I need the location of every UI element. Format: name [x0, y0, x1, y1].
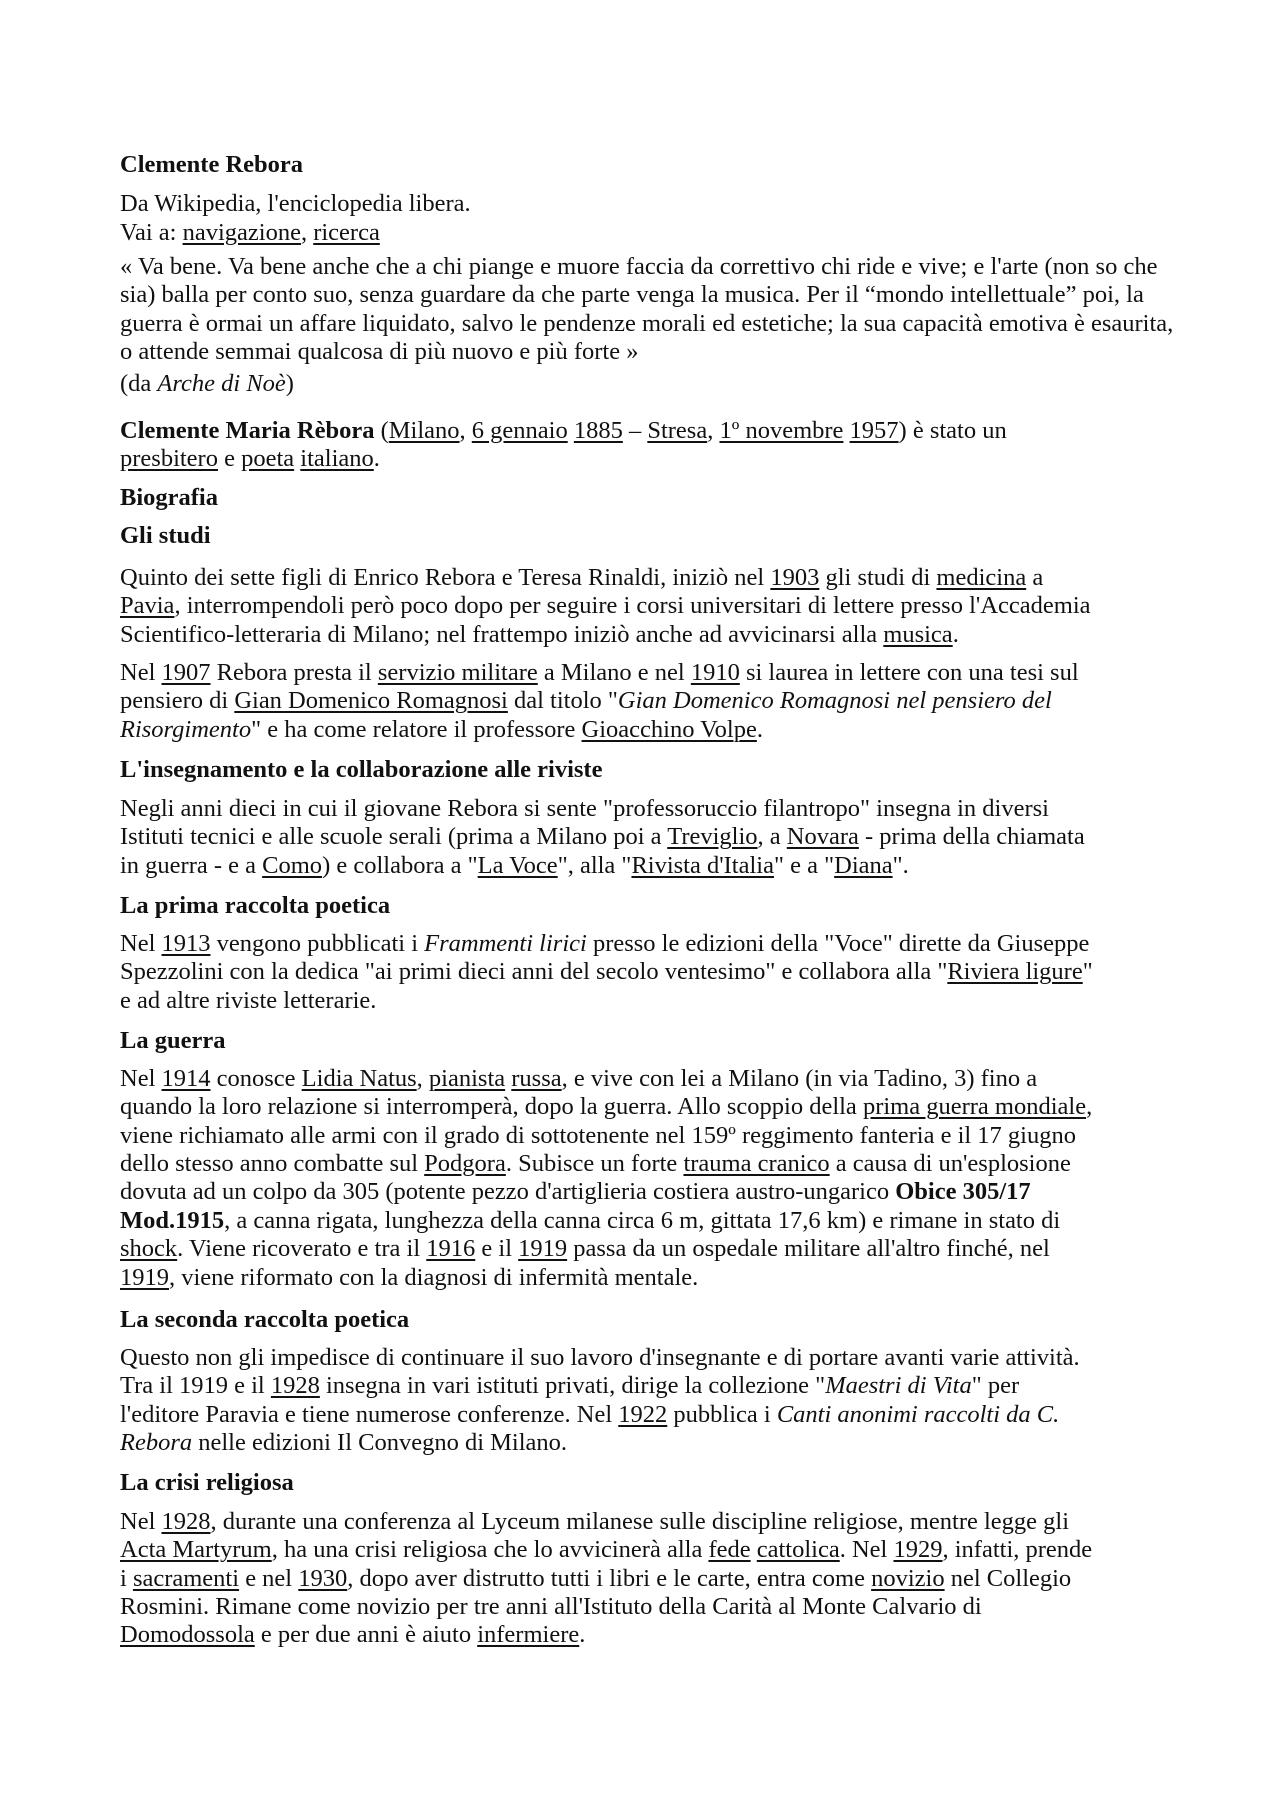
text-run: nelle edizioni Il Convegno di Milano.: [192, 1428, 568, 1456]
wiki-link[interactable]: musica: [883, 620, 953, 648]
text-run: o attende semmai qualcosa di più nuovo e più forte »: [120, 337, 639, 365]
text-line: [120, 1235, 1092, 1263]
text-run: a Milano e nel: [537, 658, 691, 686]
italic-text: Risorgimento: [120, 715, 252, 743]
wiki-link[interactable]: 1919: [518, 1235, 568, 1263]
text-line: [120, 852, 1085, 880]
text-run: « Va bene. Va bene anche che a chi piange e muore faccia da correttivo chi ride e vive; e l'arte (non so che: [120, 252, 1158, 280]
text-run: ) e collabora a ": [322, 851, 478, 879]
text-run: dello stesso anno combatte sul: [120, 1149, 425, 1177]
wiki-link[interactable]: 1919: [120, 1263, 169, 1291]
wiki-link[interactable]: Novara: [786, 823, 859, 851]
text-run: Rebora presta il: [210, 658, 378, 686]
text-run: sia) balla per conto suo, senza guardare da che parte venga la musica. Per il “mondo intellettuale” poi, la: [120, 281, 1144, 309]
wiki-link[interactable]: 1957: [849, 416, 899, 444]
wiki-link[interactable]: prima guerra mondiale: [862, 1093, 1087, 1121]
wiki-link[interactable]: Riviera ligure: [947, 958, 1083, 986]
text-run: i: [120, 1564, 133, 1592]
text-line: [120, 1508, 1092, 1536]
text-run: , interrompendoli però poco dopo per seguire i corsi universitari di lettere presso l'Accademia: [174, 592, 1091, 620]
text-line: [120, 370, 294, 398]
wiki-link[interactable]: 1929: [893, 1536, 943, 1564]
text-line: [120, 1621, 1092, 1649]
wiki-link[interactable]: 1885: [573, 416, 623, 444]
text-line: [120, 716, 1079, 744]
wiki-link[interactable]: 1907: [161, 658, 211, 686]
text-line: [120, 756, 602, 784]
text-run: . Viene ricoverato e tra il: [177, 1235, 427, 1263]
paragraph: [120, 1065, 1092, 1292]
text-run: , a: [757, 823, 787, 851]
text-run: Da Wikipedia, l'enciclopedia libera.: [120, 189, 471, 217]
text-run: , ha una crisi religiosa che lo avvicinerà alla: [271, 1536, 709, 1564]
text-run: Nel: [120, 1507, 162, 1535]
bold-text: Gli studi: [120, 521, 211, 549]
section-heading: [120, 1027, 225, 1055]
wiki-link[interactable]: Diana: [834, 851, 893, 879]
wiki-link[interactable]: novizio: [871, 1564, 945, 1592]
text-run: , dopo aver distrutto tutti i libri e le carte, entra come: [347, 1564, 872, 1592]
text-run: pensiero di: [120, 687, 235, 715]
wiki-link[interactable]: medicina: [936, 563, 1027, 591]
text-run: Questo non gli impedisce di continuare il suo lavoro d'insegnante e di portare avanti varie attività.: [120, 1343, 1080, 1371]
text-line: [120, 445, 1007, 473]
text-run: Scientifico-letteraria di Milano; nel frattempo iniziò anche ad avvicinarsi alla: [120, 620, 884, 648]
text-run: " per: [971, 1372, 1020, 1400]
text-line: [120, 1401, 1080, 1429]
bold-text: La seconda raccolta poetica: [120, 1305, 410, 1333]
text-run: quando la loro relazione si interromperà, dopo la guerra. Allo scoppio della: [120, 1093, 863, 1121]
text-run: ) è stato un: [898, 416, 1007, 444]
wiki-link[interactable]: presbitero: [120, 445, 218, 473]
text-line: [120, 253, 1173, 281]
bold-text: Mod.1915: [120, 1206, 225, 1234]
text-line: [120, 1122, 1092, 1150]
text-run: ": [1082, 958, 1093, 986]
section-heading: [120, 484, 218, 512]
paragraph: [120, 795, 1085, 880]
text-line: [120, 795, 1085, 823]
wiki-link[interactable]: 1928: [161, 1507, 211, 1535]
text-run: " e ha come relatore il professore: [251, 715, 582, 743]
text-run: ,: [416, 1064, 429, 1092]
text-line: [120, 1207, 1092, 1235]
section-heading: [120, 522, 211, 550]
wiki-link[interactable]: 1928: [270, 1372, 320, 1400]
section-heading: [120, 756, 602, 784]
wiki-link[interactable]: trauma cranico: [683, 1149, 830, 1177]
wiki-link[interactable]: sacramenti: [132, 1564, 240, 1592]
text-run: . Nel: [839, 1536, 894, 1564]
text-run: in guerra - e a: [120, 851, 263, 879]
wiki-link[interactable]: Stresa: [647, 416, 708, 444]
text-run: guerra è ormai un affare liquidato, salvo le pendenze morali ed estetiche; la sua capacità emotiva è esaurita,: [120, 309, 1174, 337]
wiki-link[interactable]: 1913: [161, 929, 211, 957]
text-run: a causa di un'esplosione: [829, 1149, 1071, 1177]
text-run: Negli anni dieci in cui il giovane Rebora si sente "professoruccio filantropo" insegna in diversi: [120, 794, 1049, 822]
text-line: [120, 1469, 294, 1497]
wiki-link[interactable]: Podgora: [424, 1149, 506, 1177]
text-run: .: [756, 715, 763, 743]
paragraph: [120, 930, 1093, 1015]
section-heading: [120, 1469, 294, 1497]
text-run: viene richiamato alle armi con il grado di sottotenente nel 159º reggimento fanteria e il 17 giugno: [120, 1121, 1076, 1149]
wiki-link[interactable]: Pavia: [120, 592, 175, 620]
text-run: e nel: [239, 1564, 299, 1592]
text-run: Tra il 1919 e il: [120, 1372, 271, 1400]
paragraph: [120, 1508, 1092, 1650]
text-line: [120, 958, 1093, 986]
italic-text: Arche di Noè: [157, 369, 286, 397]
text-run: ,: [459, 416, 472, 444]
text-line: [120, 1306, 409, 1334]
text-line: [120, 687, 1079, 715]
text-line: [120, 621, 1091, 649]
text-run: (da: [120, 369, 158, 397]
text-run: - prima della chiamata: [858, 823, 1085, 851]
text-line: [120, 417, 1007, 445]
text-run: pubblica i: [667, 1400, 777, 1428]
paragraph: [120, 659, 1079, 744]
text-run: conosce: [210, 1064, 302, 1092]
text-run: dal titolo ": [507, 687, 618, 715]
wiki-link[interactable]: Treviglio: [667, 823, 758, 851]
wiki-link[interactable]: ricerca: [313, 218, 380, 246]
text-run: , infatti, prende: [942, 1536, 1093, 1564]
text-run: presso le edizioni della "Voce" dirette da Giuseppe: [586, 929, 1090, 957]
text-run: (: [374, 416, 389, 444]
text-run: .: [373, 445, 380, 473]
text-run: nel Collegio: [944, 1564, 1072, 1592]
bold-text: La crisi religiosa: [120, 1468, 294, 1496]
text-run: Vai a:: [120, 218, 183, 246]
wiki-link[interactable]: 1930: [298, 1564, 348, 1592]
text-run: Nel: [120, 658, 162, 686]
text-run: , durante una conferenza al Lyceum milanese sulle discipline religiose, mentre legge gli: [210, 1507, 1070, 1535]
text-line: [120, 484, 218, 512]
text-run: ,: [1086, 1093, 1093, 1121]
text-run: , a canna rigata, lunghezza della canna circa 6 m, gittata 17,6 km) e rimane in stato di: [224, 1206, 1061, 1234]
section-heading: [120, 1306, 409, 1334]
text-line: [120, 338, 1173, 366]
text-line: [120, 1150, 1092, 1178]
text-line: [120, 1593, 1092, 1621]
text-line: [120, 1565, 1092, 1593]
wiki-link[interactable]: infermiere: [477, 1621, 580, 1649]
text-run: a: [1026, 563, 1044, 591]
text-run: gli studi di: [819, 563, 937, 591]
paragraph: [120, 1344, 1080, 1458]
wiki-link[interactable]: navigazione: [182, 218, 301, 246]
text-run: Istituti tecnici e alle scuole serali (prima a Milano poi a: [120, 823, 668, 851]
text-run: Rosmini. Rimane come novizio per tre anni all'Istituto della Carità al Monte Calvario di: [120, 1592, 982, 1620]
wiki-link[interactable]: 1922: [618, 1400, 668, 1428]
wiki-link[interactable]: Gioacchino Volpe: [581, 715, 757, 743]
text-run: .: [579, 1621, 586, 1649]
wiki-link[interactable]: pianista: [428, 1064, 506, 1092]
italic-text: Rebora: [120, 1428, 193, 1456]
text-run: e: [217, 445, 242, 473]
bold-text: La guerra: [120, 1026, 226, 1054]
paragraph: [120, 190, 471, 218]
bold-text: L'insegnamento e la collaborazione alle riviste: [120, 755, 603, 783]
paragraph: [120, 370, 294, 398]
text-line: [120, 659, 1079, 687]
bold-text: Clemente Maria Rèbora: [120, 416, 375, 444]
text-line: [120, 219, 380, 247]
text-line: [120, 1264, 1092, 1292]
text-run: passa da un ospedale militare all'altro finché, nel: [567, 1235, 1050, 1263]
text-line: [120, 190, 471, 218]
wiki-link[interactable]: 1914: [161, 1064, 211, 1092]
text-line: [120, 1065, 1092, 1093]
text-run: . Subisce un forte: [505, 1149, 684, 1177]
text-line: [120, 151, 303, 179]
wiki-link[interactable]: 1903: [770, 563, 820, 591]
wiki-link[interactable]: servizio militare: [377, 658, 538, 686]
italic-text: Canti anonimi raccolti da C.: [776, 1400, 1060, 1428]
wiki-link[interactable]: Milano: [388, 416, 460, 444]
wiki-link[interactable]: poeta: [241, 445, 295, 473]
wiki-link[interactable]: La Voce: [477, 851, 558, 879]
italic-text: Maestri di Vita: [825, 1372, 972, 1400]
text-line: [120, 892, 390, 920]
wiki-link[interactable]: cattolica: [756, 1536, 840, 1564]
bold-text: Obice 305/17: [895, 1178, 1031, 1206]
section-heading: [120, 892, 390, 920]
text-run: ", alla ": [557, 851, 632, 879]
paragraph: [120, 417, 1007, 474]
wiki-link[interactable]: russa: [511, 1064, 562, 1092]
wiki-link[interactable]: 6 gennaio: [471, 416, 568, 444]
text-run: Spezzolini con la dedica "ai primi dieci anni del secolo ventesimo" e collabora alla ": [120, 958, 948, 986]
text-run: Nel: [120, 929, 162, 957]
text-run: Quinto dei sette figli di Enrico Rebora e Teresa Rinaldi, iniziò nel: [120, 563, 771, 591]
wiki-link[interactable]: 1916: [426, 1235, 476, 1263]
text-line: [120, 987, 1093, 1015]
italic-text: Gian Domenico Romagnosi nel pensiero del: [617, 687, 1052, 715]
wiki-link[interactable]: Domodossola: [120, 1621, 255, 1649]
text-run: .: [952, 620, 959, 648]
text-run: Nel: [120, 1064, 162, 1092]
text-run: , viene riformato con la diagnosi di infermità mentale.: [169, 1263, 699, 1291]
section-heading: [120, 151, 303, 179]
text-line: [120, 592, 1091, 620]
text-run: e per due anni è aiuto: [254, 1621, 478, 1649]
text-run: insegna in vari istituti privati, dirige la collezione ": [319, 1372, 826, 1400]
wiki-link[interactable]: Gian Domenico Romagnosi: [234, 687, 508, 715]
text-line: [120, 522, 211, 550]
italic-text: Frammenti lirici: [424, 929, 587, 957]
wiki-link[interactable]: italiano: [300, 445, 374, 473]
text-run: ,: [707, 416, 720, 444]
text-run: si laurea in lettere con una tesi sul: [739, 658, 1079, 686]
paragraph: [120, 219, 380, 247]
bold-text: Clemente Rebora: [120, 150, 304, 178]
wiki-link[interactable]: 1º novembre: [719, 416, 844, 444]
wiki-link[interactable]: Lidia Natus: [301, 1064, 417, 1092]
text-line: [120, 1429, 1080, 1457]
quote-block: [120, 253, 1173, 367]
wiki-link[interactable]: Rivista d'Italia: [631, 851, 774, 879]
text-run: ".: [892, 851, 909, 879]
text-run: e il: [475, 1235, 519, 1263]
text-line: [120, 1344, 1080, 1372]
text-line: [120, 1027, 225, 1055]
text-line: [120, 930, 1093, 958]
text-run: e ad altre riviste letterarie.: [120, 986, 377, 1014]
text-line: [120, 310, 1173, 338]
text-line: [120, 1178, 1092, 1206]
wiki-link[interactable]: Acta Martyrum: [120, 1536, 272, 1564]
text-line: [120, 564, 1091, 592]
wiki-link[interactable]: shock: [120, 1235, 178, 1263]
text-line: [120, 1372, 1080, 1400]
text-run: vengono pubblicati i: [210, 929, 425, 957]
wiki-link[interactable]: fede: [708, 1536, 751, 1564]
bold-text: Biografia: [120, 483, 218, 511]
text-line: [120, 1093, 1092, 1121]
paragraph: [120, 564, 1091, 649]
text-run: " e a ": [773, 851, 835, 879]
text-run: ,: [300, 218, 314, 246]
text-run: –: [622, 416, 648, 444]
bold-text: La prima raccolta poetica: [120, 891, 391, 919]
text-line: [120, 281, 1173, 309]
text-run: l'editore Paravia e tiene numerose conferenze. Nel: [120, 1400, 619, 1428]
text-line: [120, 823, 1085, 851]
text-line: [120, 1536, 1092, 1564]
text-run: , e vive con lei a Milano (in via Tadino, 3) fino a: [561, 1064, 1038, 1092]
text-run: dovuta ad un colpo da 305 (potente pezzo d'artiglieria costiera austro-ungarico: [120, 1178, 896, 1206]
text-run: ): [285, 369, 294, 397]
wiki-link[interactable]: Como: [262, 851, 323, 879]
wiki-link[interactable]: 1910: [690, 658, 740, 686]
